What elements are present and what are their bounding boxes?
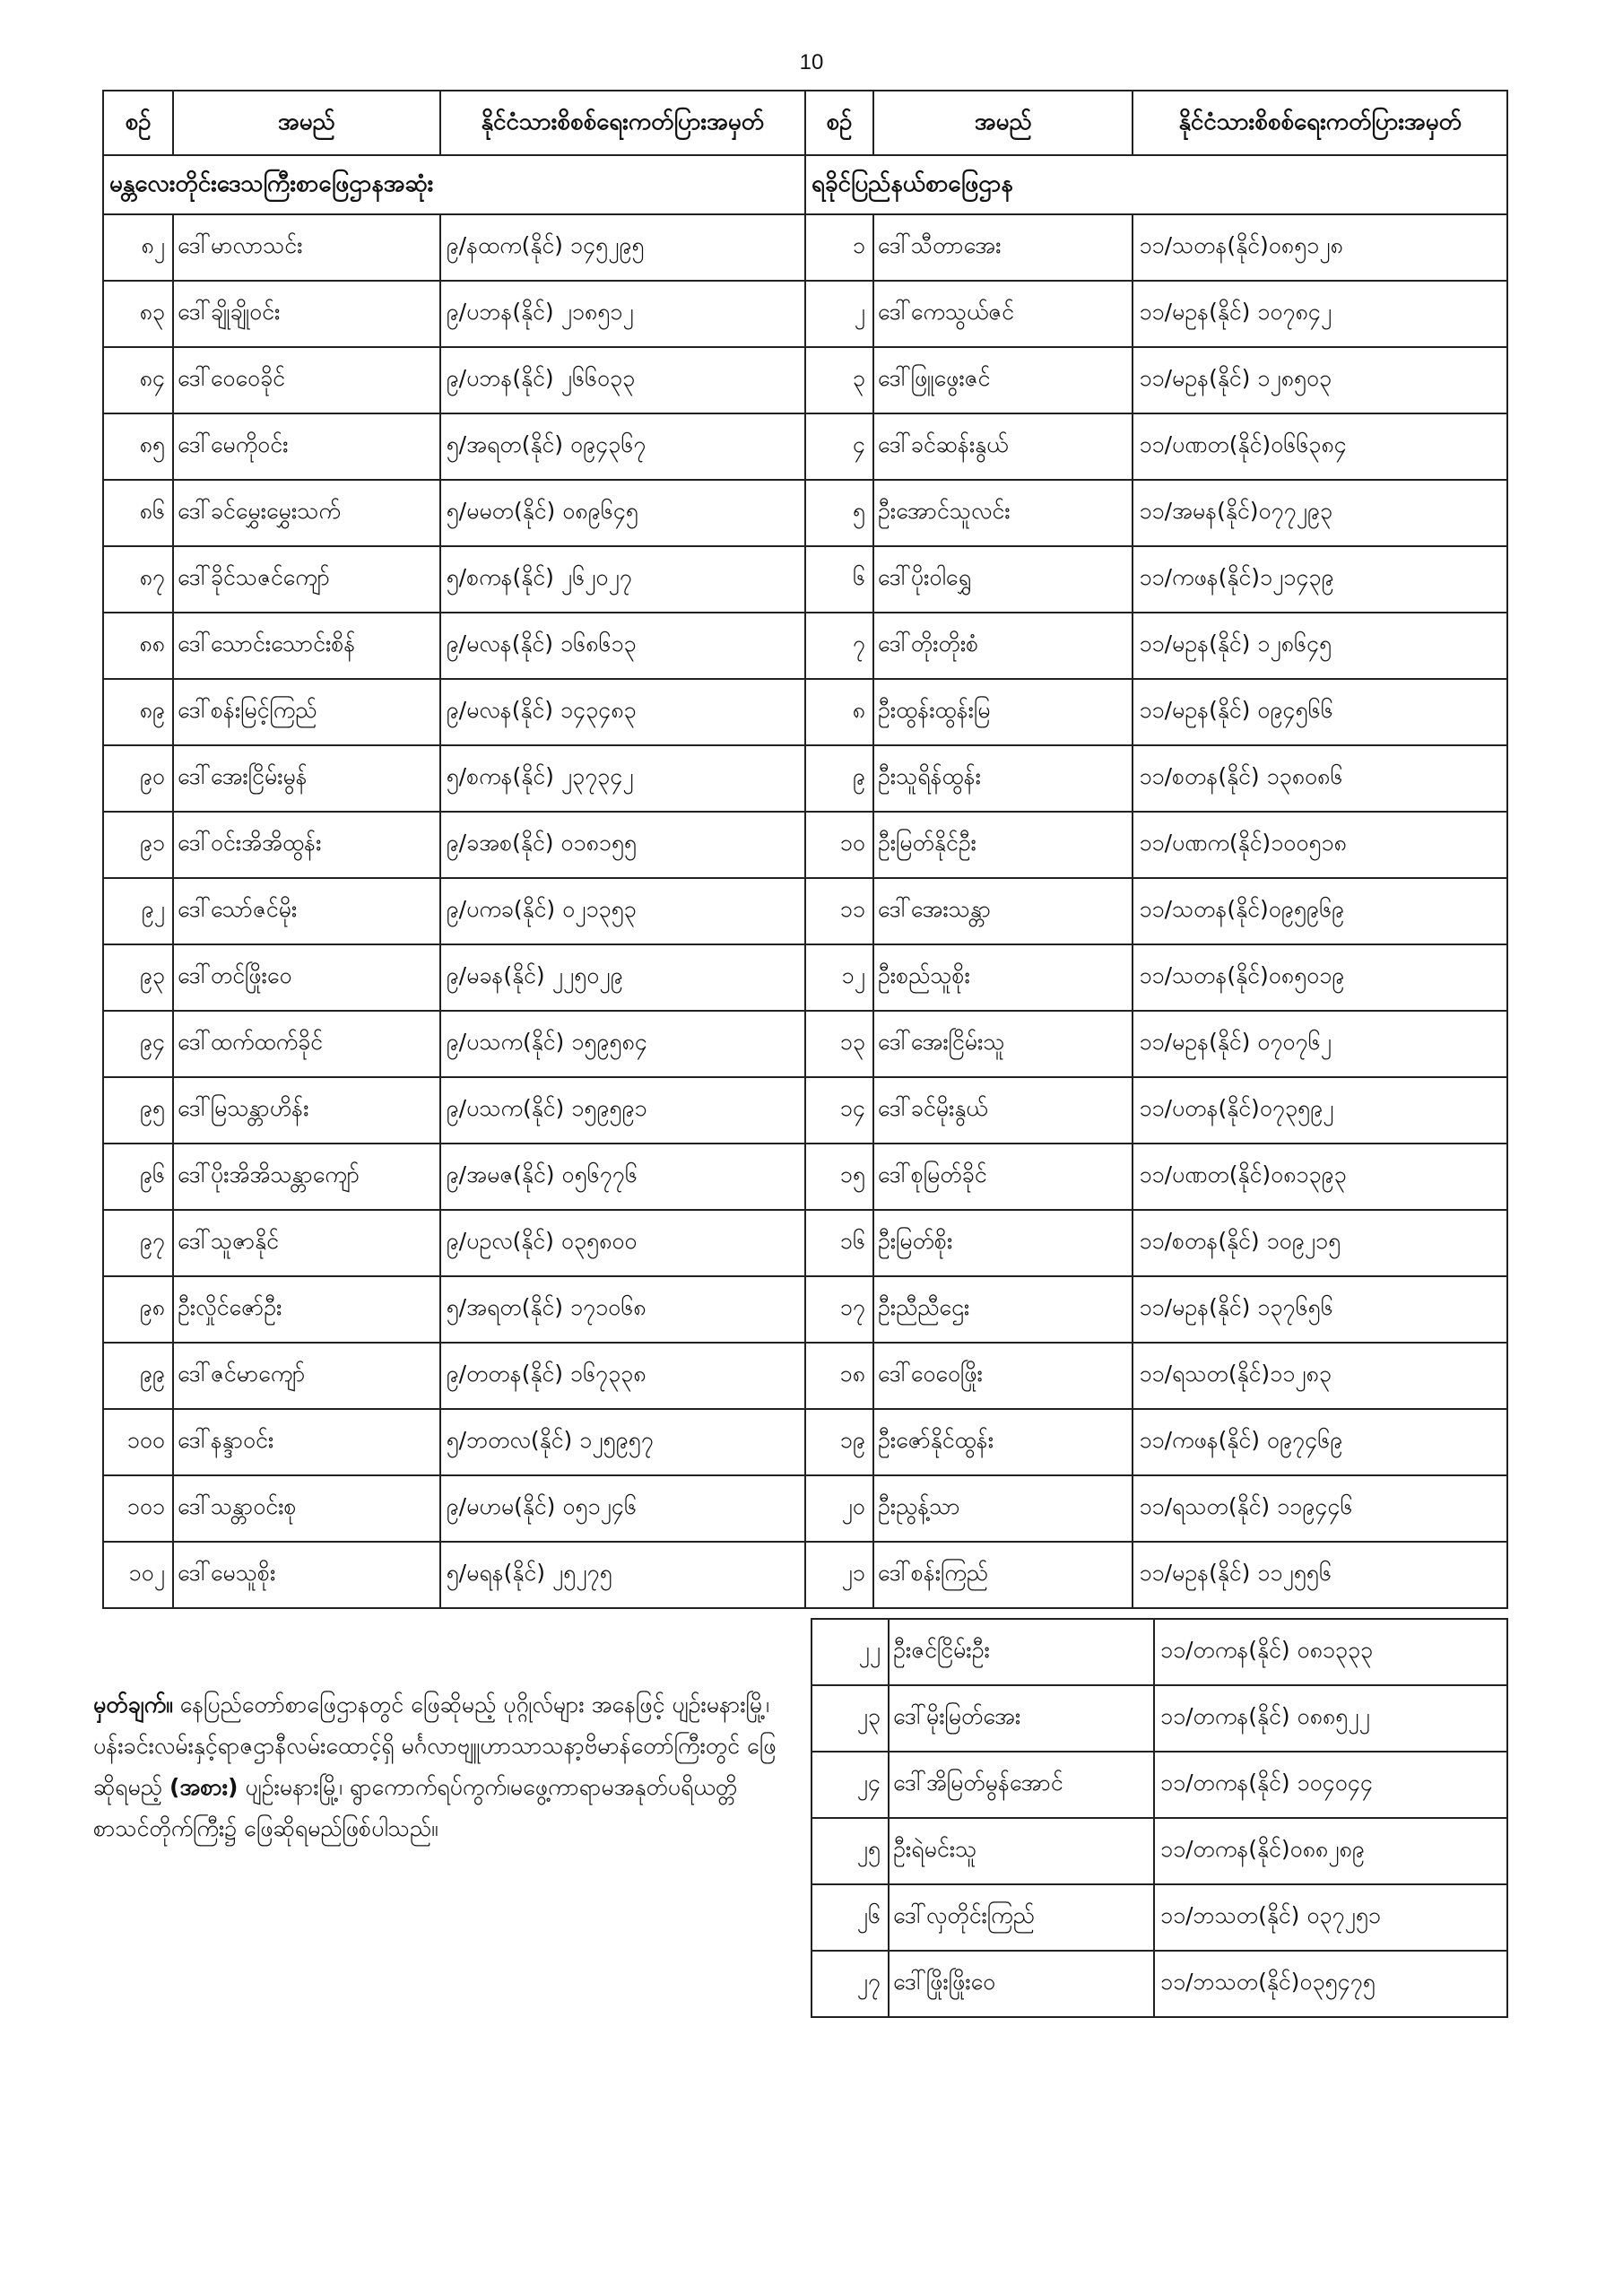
left-nrc-cell: ၉/ပသက(နိုင်) ၁၅၉၅၉၁ — [440, 1077, 805, 1144]
left-serial-cell: ၈၅ — [103, 413, 173, 480]
table-row — [812, 1951, 1507, 2017]
right-serial-cell: ၁၂ — [805, 944, 873, 1011]
region-title-mandalay: မန္တလေးတိုင်းဒေသကြီးစာဖြေဌာနအဆုံး — [103, 155, 805, 214]
right-nrc-cell: ၁၁/တကန(နိုင်) ၁၀၄၀၄၄ — [1154, 1752, 1507, 1818]
right-name-cell: ဦးညွန့်သာ — [873, 1475, 1133, 1542]
left-serial-cell: ၉၁ — [103, 812, 173, 878]
right-serial-cell: ၂၅ — [812, 1818, 889, 1884]
right-name-cell: ဦးစည်သူစိုး — [873, 944, 1133, 1011]
right-serial-cell: ၃ — [805, 347, 873, 413]
right-nrc-cell: ၁၁/မဥန(နိုင်) ၁၂၈၆၄၅ — [1133, 613, 1507, 679]
right-serial-cell: ၂၇ — [812, 1951, 889, 2017]
right-nrc-cell: ၁၁/ပတန(နိုင်)၀၇၃၅၉၂ — [1133, 1077, 1507, 1144]
right-nrc-cell: ၁၁/မဥန(နိုင်) ၁၂၈၅၀၃ — [1133, 347, 1507, 413]
right-nrc-cell: ၁၁/အမန(နိုင်)၀၇၇၂၉၃ — [1133, 480, 1507, 546]
left-nrc-cell: ၉/ပဘန(နိုင်) ၂၆၆၀၃၃ — [440, 347, 805, 413]
left-nrc-cell: ၉/ပသက(နိုင်) ၁၅၉၅၈၄ — [440, 1011, 805, 1077]
right-serial-cell: ၉ — [805, 745, 873, 812]
table-row — [103, 1409, 1507, 1475]
right-nrc-cell: ၁၁/မဥန(နိုင်) ၀၉၄၅၆၆ — [1133, 679, 1507, 745]
right-serial-cell: ၈ — [805, 679, 873, 745]
left-nrc-cell: ၅/အရတ(နိုင်) ၁၇၁၀၆၈ — [440, 1276, 805, 1343]
left-nrc-cell: ၉/ပဘန(နိုင်) ၂၁၈၅၁၂ — [440, 281, 805, 347]
right-name-cell: ဒေါ်ခင်ဆန်းနွယ် — [873, 413, 1133, 480]
left-name-cell: ဒေါ်ဝင်းအိအိထွန်း — [173, 812, 440, 878]
right-name-cell: ဒေါ်ကေသွယ်ဇင် — [873, 281, 1133, 347]
remark-text-1: နေပြည်တော်စာဖြေဌာနတွင် ဖြေဆိုမည့် ပုဂ္ဂိုလ်များ အနေဖြင့် ပျဉ်းမနားမြို့၊ ပန်းခင်းလမ်းနှင့်ရာဇဌာနီလမ်းထောင့်ရှိ မင်္ဂလာဗျူဟာသာသနာ့ဗိမာန်တော်ကြီးတွင် ဖြေဆိုရမည့် — [93, 1692, 777, 1800]
table-header-row — [103, 91, 1507, 155]
right-nrc-cell: ၁၁/သတန(နိုင်)၀၈၅၀၁၉ — [1133, 944, 1507, 1011]
right-serial-cell: ၂၆ — [812, 1884, 889, 1951]
candidate-table-continued — [811, 1618, 1508, 2018]
right-serial-cell: ၁၆ — [805, 1210, 873, 1276]
right-serial-cell: ၆ — [805, 546, 873, 613]
table-row — [812, 1818, 1507, 1884]
table-row — [103, 613, 1507, 679]
left-serial-cell: ၉၇ — [103, 1210, 173, 1276]
table-row — [103, 878, 1507, 944]
table-row — [103, 214, 1507, 281]
right-serial-cell: ၁၀ — [805, 812, 873, 878]
right-name-cell: ဦးညီညီဌေး — [873, 1276, 1133, 1343]
right-name-cell: ဒေါ်ဝေဝေဖြိုး — [873, 1343, 1133, 1409]
right-nrc-cell: ၁၁/ပဏတ(နိုင်)၀၈၁၃၉၃ — [1133, 1144, 1507, 1210]
left-nrc-cell: ၅/မမတ(နိုင်) ၀၈၉၆၄၅ — [440, 480, 805, 546]
header-nrc-left: နိုင်ငံသားစိစစ်ရေးကတ်ပြားအမှတ် — [440, 91, 805, 155]
left-serial-cell: ၁၀၁ — [103, 1475, 173, 1542]
left-nrc-cell: ၅/စကန(နိုင်) ၂၃၇၃၄၂ — [440, 745, 805, 812]
left-name-cell: ဒေါ်သူဇာနိုင် — [173, 1210, 440, 1276]
right-nrc-cell: ၁၁/စတန(နိုင်) ၁၃၈၀၈၆ — [1133, 745, 1507, 812]
header-no-left: စဉ် — [103, 91, 173, 155]
left-name-cell: ဒေါ်ထက်ထက်ခိုင် — [173, 1011, 440, 1077]
right-nrc-cell: ၁၁/ရသတ(နိုင်)၁၁၂၈၃ — [1133, 1343, 1507, 1409]
right-name-cell: ဦးမြတ်စိုး — [873, 1210, 1133, 1276]
right-serial-cell: ၄ — [805, 413, 873, 480]
right-name-cell: ဒေါ်စန်းကြည် — [873, 1542, 1133, 1608]
left-nrc-cell: ၉/မလန(နိုင်) ၁၄၃၄၈၃ — [440, 679, 805, 745]
table-row — [812, 1685, 1507, 1752]
table-row — [103, 546, 1507, 613]
table-row — [103, 1011, 1507, 1077]
left-serial-cell: ၉၃ — [103, 944, 173, 1011]
table-row — [812, 1752, 1507, 1818]
left-nrc-cell: ၉/ပဥလ(နိုင်) ၀၃၅၈၀၀ — [440, 1210, 805, 1276]
header-nrc-right: နိုင်ငံသားစိစစ်ရေးကတ်ပြားအမှတ် — [1133, 91, 1507, 155]
left-nrc-cell: ၉/မဟမ(နိုင်) ၀၅၁၂၄၆ — [440, 1475, 805, 1542]
right-nrc-cell: ၁၁/ဘသတ(နိုင်) ၀၃၇၂၅၁ — [1154, 1884, 1507, 1951]
table-body-continued — [812, 1619, 1507, 2017]
left-name-cell: ဒေါ်တင်ဖြိုးဝေ — [173, 944, 440, 1011]
right-name-cell: ဦးဇင်ငြိမ်းဦး — [889, 1619, 1154, 1685]
left-serial-cell: ၉၉ — [103, 1343, 173, 1409]
left-serial-cell: ၈၃ — [103, 281, 173, 347]
left-name-cell: ဒေါ်ဝေဝေခိုင် — [173, 347, 440, 413]
right-name-cell: ဒေါ်တိုးတိုးစံ — [873, 613, 1133, 679]
table-row — [103, 480, 1507, 546]
remark-label: မှတ်ချက်။ — [93, 1692, 173, 1718]
table-row — [103, 812, 1507, 878]
left-serial-cell: ၈၄ — [103, 347, 173, 413]
left-name-cell: ဒေါ်မြသန္တာဟိန်း — [173, 1077, 440, 1144]
right-nrc-cell: ၁၁/သတန(နိုင်)၀၉၅၉၆၉ — [1133, 878, 1507, 944]
right-name-cell: ဦးအောင်သူလင်း — [873, 480, 1133, 546]
right-name-cell: ဒေါ်အေးသန္တာ — [873, 878, 1133, 944]
right-name-cell: ဒေါ်သီတာအေး — [873, 214, 1133, 281]
table-row — [812, 1884, 1507, 1951]
right-serial-cell: ၂၀ — [805, 1475, 873, 1542]
left-name-cell: ဒေါ်နန္ဒာဝင်း — [173, 1409, 440, 1475]
right-serial-cell: ၁၅ — [805, 1144, 873, 1210]
left-name-cell: ဒေါ်ချိုချိုဝင်း — [173, 281, 440, 347]
right-nrc-cell: ၁၁/ရသတ(နိုင်) ၁၁၉၄၄၆ — [1133, 1475, 1507, 1542]
right-nrc-cell: ၁၁/ကဖန(နိုင်) ၀၉၇၄၆၉ — [1133, 1409, 1507, 1475]
right-nrc-cell: ၁၁/မဥန(နိုင်) ၀၇၀၇၆၂ — [1133, 1011, 1507, 1077]
right-serial-cell: ၁၇ — [805, 1276, 873, 1343]
right-nrc-cell: ၁၁/မဥန(နိုင်) ၁၁၂၅၅၆ — [1133, 1542, 1507, 1608]
right-name-cell: ဒေါ်ဖြူဖွေးဇင် — [873, 347, 1133, 413]
right-name-cell: ဦးသူရိန်ထွန်း — [873, 745, 1133, 812]
right-serial-cell: ၅ — [805, 480, 873, 546]
right-serial-cell: ၁၃ — [805, 1011, 873, 1077]
left-nrc-cell: ၉/ခအစ(နိုင်) ၀၁၈၁၅၅ — [440, 812, 805, 878]
table-row — [103, 1210, 1507, 1276]
left-serial-cell: ၉၂ — [103, 878, 173, 944]
left-serial-cell: ၉၆ — [103, 1144, 173, 1210]
remark-text-2: ပျဉ်းမနားမြို့၊ ရွာကောက်ရပ်ကွက်၊မဖွေ့ကာရာမအနုတ်ပရိယတ္တိ စာသင်တိုက်ကြီး၌ ဖြေဆိုရမည်ဖြစ်ပါသည်။ — [93, 1774, 738, 1841]
left-nrc-cell: ၉/မခန(နိုင်) ၂၂၅၀၂၉ — [440, 944, 805, 1011]
left-serial-cell: ၈၉ — [103, 679, 173, 745]
right-nrc-cell: ၁၁/ကဖန(နိုင်)၁၂၁၄၃၉ — [1133, 546, 1507, 613]
right-serial-cell: ၁၁ — [805, 878, 873, 944]
table-row — [103, 944, 1507, 1011]
header-name-right: အမည် — [873, 91, 1133, 155]
right-nrc-cell: ၁၁/စတန(နိုင်) ၁၀၉၂၁၅ — [1133, 1210, 1507, 1276]
left-serial-cell: ၈၆ — [103, 480, 173, 546]
right-nrc-cell: ၁၁/တကန(နိုင်) ၀၈၁၃၃၃ — [1154, 1619, 1507, 1685]
right-serial-cell: ၁၈ — [805, 1343, 873, 1409]
left-nrc-cell: ၅/စကန(နိုင်) ၂၆၂၀၂၇ — [440, 546, 805, 613]
left-name-cell: ဒေါ်အေးငြိမ်းမွန် — [173, 745, 440, 812]
right-nrc-cell: ၁၁/ဘသတ(နိုင်)၀၃၅၄၇၅ — [1154, 1951, 1507, 2017]
right-serial-cell: ၂၄ — [812, 1752, 889, 1818]
right-name-cell: ဒေါ်အေးငြိမ်းသူ — [873, 1011, 1133, 1077]
left-nrc-cell: ၅/မရန(နိုင်) ၂၅၂၇၅ — [440, 1542, 805, 1608]
table-row — [103, 1542, 1507, 1608]
left-nrc-cell: ၉/ပကခ(နိုင်) ၀၂၁၃၅၃ — [440, 878, 805, 944]
right-name-cell: ဒေါ်လှတိုင်းကြည် — [889, 1884, 1154, 1951]
right-nrc-cell: ၁၁/မဥန(နိုင်) ၁၃၇၆၅၆ — [1133, 1276, 1507, 1343]
left-serial-cell: ၉၈ — [103, 1276, 173, 1343]
left-serial-cell: ၉၅ — [103, 1077, 173, 1144]
right-nrc-cell: ၁၁/မဥန(နိုင်) ၁၀၇၈၄၂ — [1133, 281, 1507, 347]
table-row — [103, 1144, 1507, 1210]
table-row — [103, 413, 1507, 480]
region-title-row — [103, 155, 1507, 214]
right-name-cell: ဦးရဲမင်းသူ — [889, 1818, 1154, 1884]
left-name-cell: ဒေါ်ခင်မွှေးမွှေးသက် — [173, 480, 440, 546]
right-nrc-cell: ၁၁/တကန(နိုင်)၀၈၈၂၈၉ — [1154, 1818, 1507, 1884]
table-row — [103, 679, 1507, 745]
table-row — [103, 1077, 1507, 1144]
right-nrc-cell: ၁၁/ပဏက(နိုင်)၁၀၀၅၁၈ — [1133, 812, 1507, 878]
left-serial-cell: ၉၀ — [103, 745, 173, 812]
right-nrc-cell: ၁၁/ပဏတ(နိုင်)၀၆၆၃၈၄ — [1133, 413, 1507, 480]
left-name-cell: ဒေါ်မာလာသင်း — [173, 214, 440, 281]
right-serial-cell: ၂၁ — [805, 1542, 873, 1608]
left-name-cell: ဒေါ်စန်းမြင့်ကြည် — [173, 679, 440, 745]
table-row — [103, 347, 1507, 413]
left-nrc-cell: ၅/ဘတလ(နိုင်) ၁၂၅၉၅၇ — [440, 1409, 805, 1475]
left-serial-cell: ၁၀၂ — [103, 1542, 173, 1608]
left-serial-cell: ၈၈ — [103, 613, 173, 679]
right-serial-cell: ၂ — [805, 281, 873, 347]
right-serial-cell: ၁၄ — [805, 1077, 873, 1144]
left-name-cell: ဒေါ်ပိုးအိအိသန္တာကျော် — [173, 1144, 440, 1210]
right-name-cell: ဒေါ်ဖြိုးဖြိုးဝေ — [889, 1951, 1154, 2017]
right-name-cell: ဒေါ်ခင်မိုးနွယ် — [873, 1077, 1133, 1144]
right-serial-cell: ၁ — [805, 214, 873, 281]
header-name-left: အမည် — [173, 91, 440, 155]
left-nrc-cell: ၉/နထက(နိုင်) ၁၄၅၂၉၅ — [440, 214, 805, 281]
left-nrc-cell: ၉/တတန(နိုင်) ၁၆၇၃၃၈ — [440, 1343, 805, 1409]
region-title-rakhine: ရခိုင်ပြည်နယ်စာဖြေဌာန — [805, 155, 1507, 214]
right-nrc-cell: ၁၁/တကန(နိုင်) ၀၈၈၅၂၂ — [1154, 1685, 1507, 1752]
left-name-cell: ဒေါ်ဇင်မာကျော် — [173, 1343, 440, 1409]
right-name-cell: ဦးထွန်းထွန်းမြ — [873, 679, 1133, 745]
right-name-cell: ဦးမြတ်နိုင်ဦး — [873, 812, 1133, 878]
right-name-cell: ဒေါ်စုမြတ်ခိုင် — [873, 1144, 1133, 1210]
candidate-table — [102, 90, 1508, 1609]
header-no-right: စဉ် — [805, 91, 873, 155]
remark-note — [93, 1684, 793, 1849]
left-name-cell: ဒေါ်သော်ဇင်မိုး — [173, 878, 440, 944]
left-name-cell: ဒေါ်မေသူစိုး — [173, 1542, 440, 1608]
right-nrc-cell: ၁၁/သတန(နိုင်)၀၈၅၁၂၈ — [1133, 214, 1507, 281]
right-name-cell: ဒေါ်ပိုးဝါရွှေ — [873, 546, 1133, 613]
right-name-cell: ဦးဇော်နိုင်ထွန်း — [873, 1409, 1133, 1475]
table-row — [812, 1619, 1507, 1685]
left-serial-cell: ၁၀၀ — [103, 1409, 173, 1475]
left-serial-cell: ၈၇ — [103, 546, 173, 613]
left-serial-cell: ၉၄ — [103, 1011, 173, 1077]
table-body — [103, 155, 1507, 1608]
left-serial-cell: ၈၂ — [103, 214, 173, 281]
table-row — [103, 745, 1507, 812]
table-row — [103, 281, 1507, 347]
right-serial-cell: ၂၂ — [812, 1619, 889, 1685]
right-serial-cell: ၇ — [805, 613, 873, 679]
left-name-cell: ဒေါ်မေကိုဝင်း — [173, 413, 440, 480]
left-name-cell: ဒေါ်သောင်းသောင်းစိန် — [173, 613, 440, 679]
left-name-cell: ဒေါ်ခိုင်သဇင်ကျော် — [173, 546, 440, 613]
right-name-cell: ဒေါ်မိုးမြတ်အေး — [889, 1685, 1154, 1752]
table-row — [103, 1276, 1507, 1343]
page-number: 10 — [799, 50, 824, 74]
left-nrc-cell: ၉/မလန(နိုင်) ၁၆၈၆၁၃ — [440, 613, 805, 679]
left-nrc-cell: ၉/အမဇ(နိုင်) ၀၅၆၇၇၆ — [440, 1144, 805, 1210]
remark-emphasis: (အစား) — [169, 1774, 239, 1800]
left-name-cell: ဒေါ်သန္တာဝင်းစု — [173, 1475, 440, 1542]
right-serial-cell: ၂၃ — [812, 1685, 889, 1752]
table-row — [103, 1343, 1507, 1409]
right-serial-cell: ၁၉ — [805, 1409, 873, 1475]
left-nrc-cell: ၅/အရတ(နိုင်) ၀၉၄၃၆၇ — [440, 413, 805, 480]
left-name-cell: ဦးလှိုင်ဇော်ဦး — [173, 1276, 440, 1343]
table-row — [103, 1475, 1507, 1542]
right-name-cell: ဒေါ်အိမြတ်မွန်အောင် — [889, 1752, 1154, 1818]
